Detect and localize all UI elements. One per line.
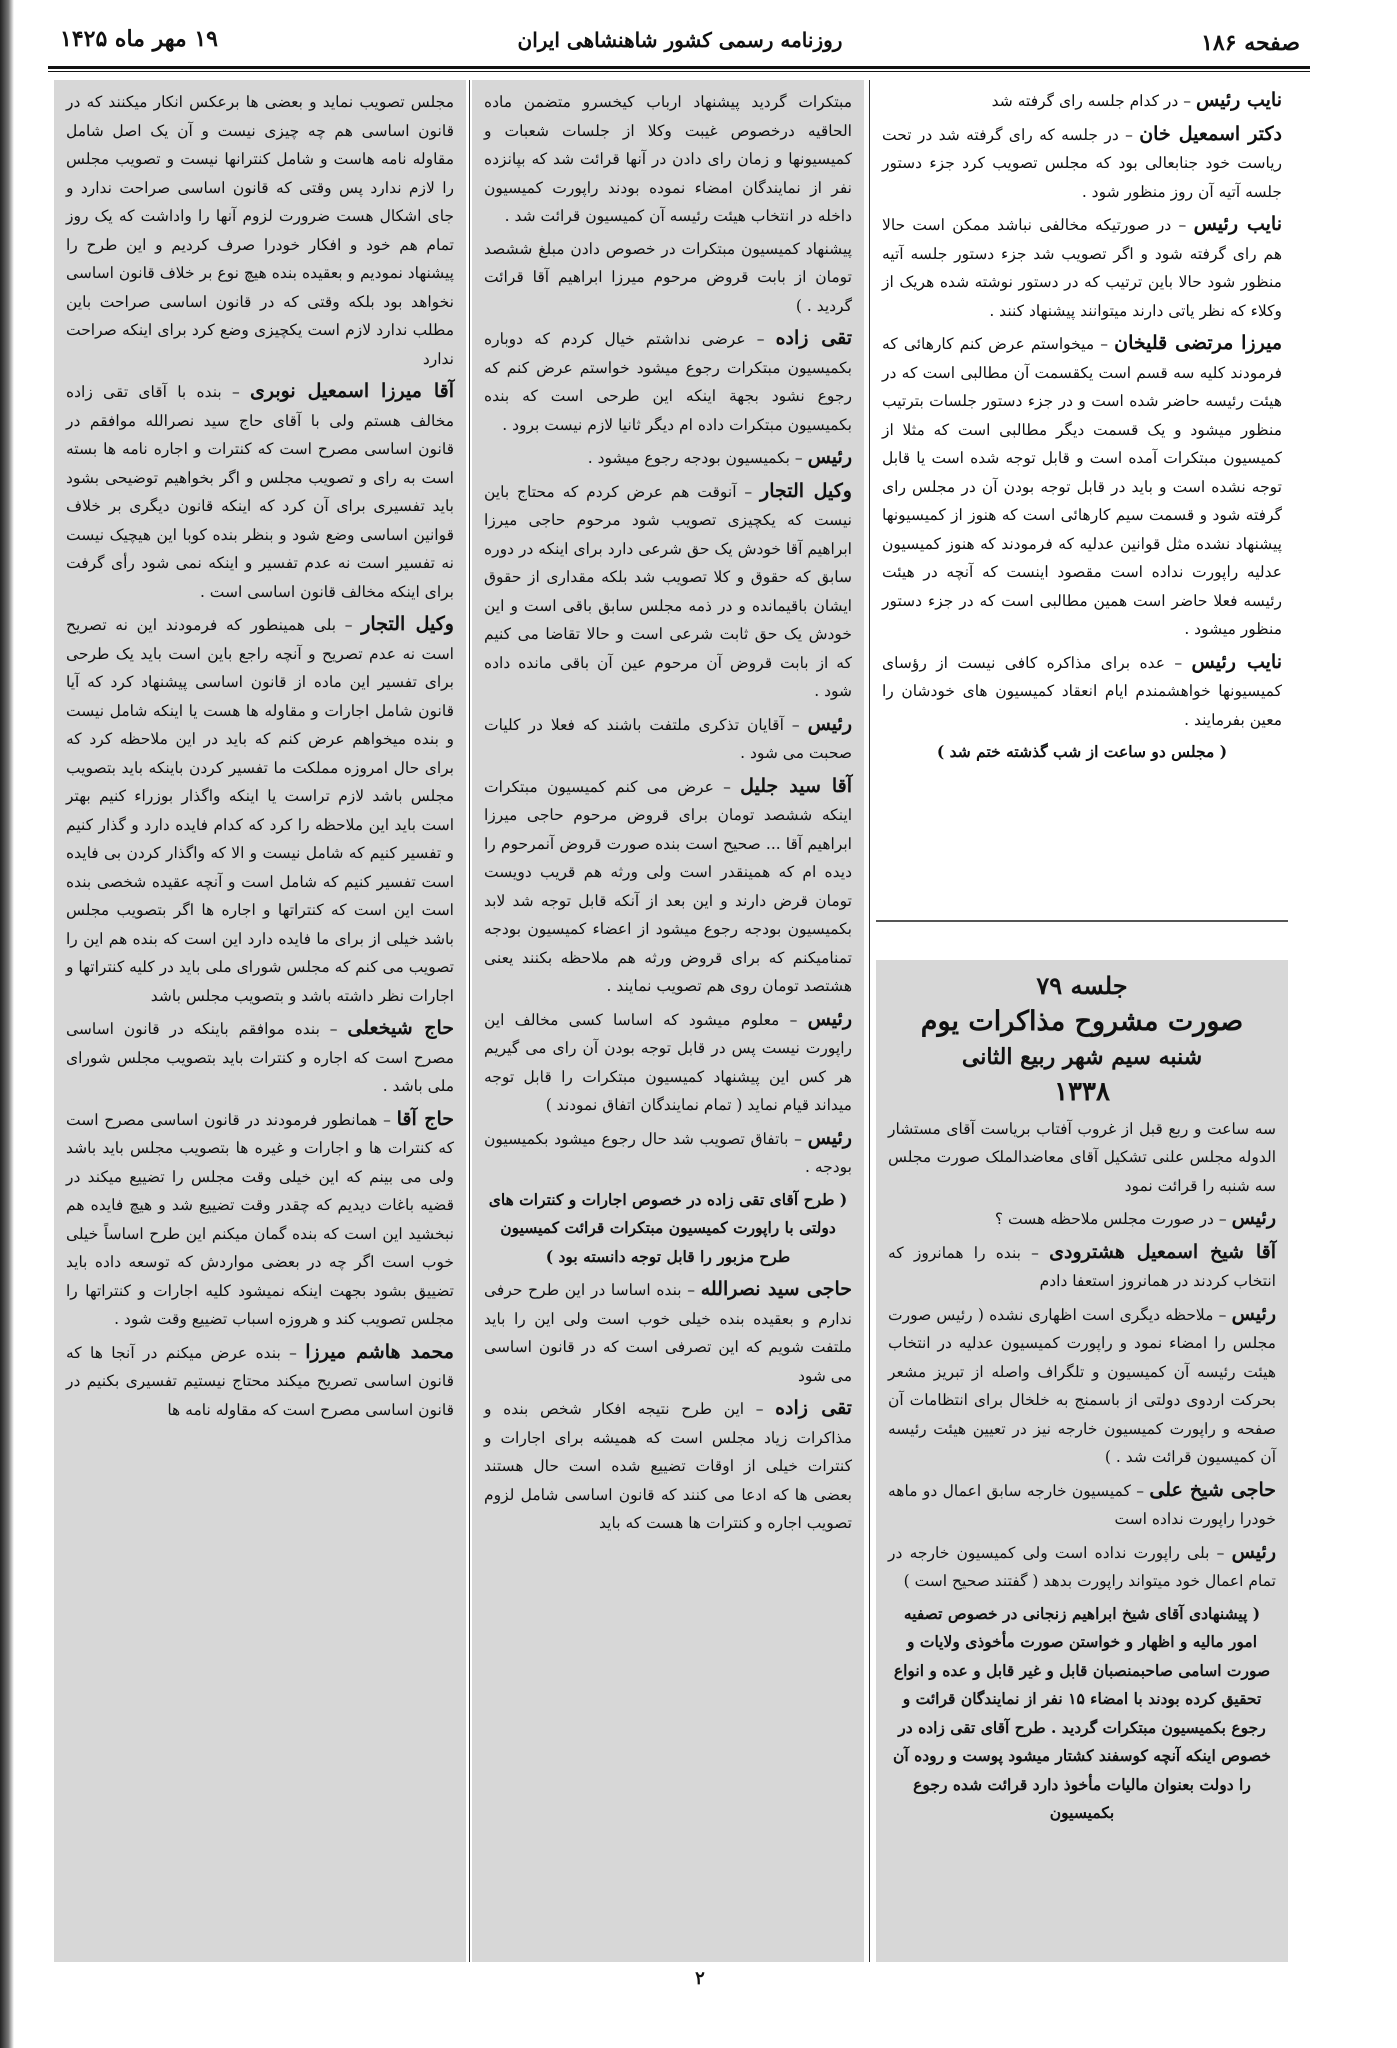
paragraph-text: – بنده را همانروز که انتخاب کردند در همانروز استعفا دادم <box>888 1243 1276 1290</box>
paragraph <box>888 1300 1276 1472</box>
paragraph-text: – معلوم میشود که اساسا کسی مخالف این راپورت نیست پس در قابل توجه بودن آن رای می گیریم هر کس این پیشنهاد کمیسیون مبتکرات را قابل توجه میداند قیام نماید ( تمام نمایندگان اتفاق نمودند ) <box>484 1010 852 1114</box>
header-page-label: صفحه ۱۸۶ <box>1201 30 1300 56</box>
right-column <box>876 80 1288 960</box>
paragraph <box>484 1124 852 1182</box>
speaker-name: محمد هاشم میرزا <box>305 1340 454 1363</box>
speaker-name: حاج آقا <box>396 1107 454 1130</box>
speaker-name: نایب رئیس <box>1193 213 1282 235</box>
column-divider <box>869 80 870 1962</box>
paragraph-text: – همانطور فرمودند در قانون اساسی مصرح است که کنترات ها و اجارات و غیره ها بتصویب مجلس باید باشد ولی می بینم که این خیلی وقت مجلس را تضییع میکند در قضیه باغات دیدیم که چقدر وقت تضییع شد و هیچ فایده هم نبخشید این است که بنده گمان میکنم این طرح اساساً خیلی خوب است اگر چه در بعضی مواردش که توسعه داده باید تضییق بشود بجهت اینکه نمیشود کلیه اجارات و کنتراتها را مجلس تصویب کند و هروزه اسباب تضییع وقت شود . <box>66 1110 454 1328</box>
paragraph-text: – ملاحظه دیگری است اظهاری نشده ( رئیس صورت مجلس را امضاء نمود و راپورت کمیسیون عدلیه در انتخاب هیئت رئیسه آن کمیسیون و تلگراف واصله از تبریز مشعر بحرکت اردوی دولتی از باسمنج به خلخال برای انتظامات آن صفحه و راپورت کمیسیون خارجه نیز در تعیین هیئت رئیسه آن کمیسیون قرائت شد . ) <box>888 1305 1276 1466</box>
paragraph <box>888 1204 1276 1234</box>
paragraph-text: ( طرح آقای تقی زاده در خصوص اجارات و کنترات های دولتی با راپورت کمیسیون مبتکرات قرائت کمیسیون طرح مزبور را قابل توجه دانسته بود ) <box>488 1189 848 1266</box>
left-column <box>54 80 466 1962</box>
paragraph-text: – بکمیسیون بودجه رجوع میشود . <box>587 449 803 467</box>
speaker-name: رئیس <box>1231 1302 1276 1325</box>
paragraph-text: – در کدام جلسه رای گرفته شد <box>991 92 1191 110</box>
paragraph <box>888 1600 1276 1828</box>
paragraph-text: – بنده اساسا در این طرح حرفی ندارم و بعقیده بنده خیلی خوب است ولی این را باید ملتفت شویم که این تصرفی است که در قانون اساسی می شود <box>484 1281 852 1385</box>
header-date: ۱۹ مهر ماه ۱۴۲۵ <box>60 26 218 52</box>
paragraph <box>888 1538 1276 1596</box>
paragraph <box>484 1005 852 1120</box>
paragraph <box>888 1115 1276 1201</box>
header-rule-thin <box>48 71 1310 72</box>
paragraph <box>484 324 852 439</box>
session-heading <box>888 972 1276 1109</box>
paragraph <box>882 210 1282 325</box>
page-number: ۲ <box>695 1968 705 1989</box>
session-date: شنبه سیم شهر ربیع الثانی <box>961 1043 1203 1070</box>
paragraph <box>888 1476 1276 1534</box>
column-divider <box>469 80 470 1962</box>
speaker-name: نایب رئیس <box>1195 89 1282 111</box>
paragraph <box>484 1394 852 1538</box>
speaker-name: آقا میرزا اسمعیل نوبری <box>249 380 454 402</box>
speaker-name: آقا سید جلیل <box>740 774 852 797</box>
paragraph <box>882 738 1282 767</box>
paragraph <box>66 88 454 373</box>
paragraph <box>484 235 852 321</box>
paragraph-text: – در صورتیکه مخالفی نباشد ممکن است حالا هم رای گرفته شود و اگر تصویب شد جزء دستور جلسه آتیه منظور شود حالا باین ترتیب که در دستور نوشته شده هریک از وکلاء که نظر یاتی دارند میتوانند پیشنهاد کنند . <box>882 216 1282 320</box>
speaker-name: رئیس <box>1231 1207 1276 1229</box>
speaker-name: وکیل التجار <box>760 479 852 502</box>
paragraph-text: – بلی همینطور که فرمودند این نه تصریح است نه عدم تصریح و آنچه راجع باین است باید یک طرحی برای تفسیر این ماده از قانون اساسی پیشنهاد کرد که آیا قانون شامل اجارات و مقاوله ها هست یا اینکه شامل نیست و بنده میخواهم عرض کنم که باید در این ملاحظه کرد که برای حال امروزه مملکت ما تفسیر کردن باینکه باید بتصویب مجلس باشد لازم تراست یا اینکه واگذار بوزراء کنیم بهتر است باید این ملاحظه را کرد که کدام فایده دارد و گذار کنیم و تفسیر کنیم که شامل نیست و الا که واگذار کردن بی فایده است تفسیر کنیم که شامل است و آنچه عقیده شخصی بنده است این است که کنتراتها و اجاره ها اگر بتصویب مجلس باشد خیلی از برای ما فایده دارد این است که بنده هم این را تصویب می کنم که مجلس شورای ملی باید در کلیه کنتراتها و اجارات نظر داشته باشد و بتصویب مجلس باشد <box>66 616 454 1005</box>
paragraph-text: مجلس تصویب نماید و بعضی ها برعکس انکار میکنند که در قانون اساسی هم چه چیزی نیست و آن یک اصل شامل مقاوله نامه هاست و شامل کنترانها نیست و تصویب مجلس را لازم ندارد پس وقتی که قانون اساسی صراحت ندارد و جای اشکال هست ضرورت لزوم آنها را واداشت که یک روز تمام هم خود و افکار خودرا صرف کردیم و این طرح را پیشنهاد نمودیم و بعقیده بنده هیچ نوع بر خلاف قانون اساسی نخواهد بود بلکه وقتی که در قانون اساسی صراحت باین مطلب ندارد لازم است یکچیزی وضع کرد برای اینکه صراحت ندارد <box>66 93 454 368</box>
paragraph-text: – باتفاق تصویب شد حال رجوع میشود بکمیسیون بودجه . <box>484 1129 852 1176</box>
speaker-name: نایب رئیس <box>1191 650 1282 673</box>
speaker-name: رئیس <box>807 712 852 735</box>
page-binding-edge <box>0 0 14 2048</box>
paragraph-text: – عده برای مذاکره کافی نیست از رؤسای کمیسیونها خواهشمندم ایام انعقاد کمیسیون های خودشان را معین بفرمایند . <box>882 653 1282 729</box>
speaker-name: تقی زاده <box>775 1397 852 1419</box>
paragraph <box>888 1238 1276 1296</box>
paragraph <box>484 772 852 1001</box>
speaker-name: رئیس <box>807 1007 852 1030</box>
section-divider <box>876 920 1288 922</box>
paragraph <box>484 1186 852 1272</box>
paragraph <box>882 648 1282 735</box>
right-lower-text <box>888 1115 1276 1828</box>
paragraph-text: – در صورت مجلس ملاحظه هست ؟ <box>994 1210 1227 1228</box>
paragraph-text: – بنده با آقای تقی زاده مخالف هستم ولی با آقای حاج سید نصرالله موافقم در قانون اساسی مصرح است که کنترات و اجاره نامه ها بسته است به رای و تصویب مجلس و اگر بخواهیم توضیحی بشود باید تفسیری برای آن کرد که اینکه قانون دیگری بر خلاف قوانین اساسی وضع شود و بنظر بنده کوبا این هیچیک نیست نه تفسیر است نه عدم تفسیر و اینکه نمی شود رأی گرفت برای اینکه مخالف قانون اساسی است . <box>66 383 454 601</box>
paragraph <box>484 88 852 231</box>
paragraph-text: – بلی راپورت نداده است ولی کمیسیون خارجه در تمام اعمال خود میتواند راپورت بدهد ( گفتند صحیح است ) <box>888 1543 1276 1590</box>
speaker-name: رئیس <box>807 446 852 468</box>
speaker-name: حاجی شیخ علی <box>1149 1478 1276 1501</box>
paragraph-text: – این طرح نتیجه افکار شخص بنده و مذاکرات زیاد مجلس است که همیشه برای اجارات و کنترات خیلی از اوقات تضییع شده است حال هستند بعضی ها که ادعا می کنند که قانون اساسی شامل لزوم تصویب اجاره و کنترات ها هست که باید <box>484 1400 852 1532</box>
speaker-name: حاج شیخعلی <box>347 1017 455 1039</box>
paragraph <box>66 377 454 606</box>
paragraph <box>66 610 454 1010</box>
paragraph <box>484 443 852 473</box>
paragraph-text: – آقایان تذکری ملتفت باشند که فعلا در کلیات صحبت می شود . <box>484 715 852 762</box>
paragraph-text: پیشنهاد کمیسیون مبتکرات در خصوص دادن مبلغ ششصد تومان از بابت قروض مرحوم میرزا ابراهیم آقا قرائت گردید . ) <box>484 239 852 315</box>
paragraph-text: – عرضی نداشتم خیال کردم که دوباره بکمیسیون مبتکرات رجوع میشود خواستم عرض کنم که رجوع نشود بجهة اینکه این طرحی است که بنده بکمیسیون مبتکرات داده ام دیگر ثانیا لازم نیست برود . <box>484 330 852 434</box>
paragraph-text: سه ساعت و ربع قبل از غروب آفتاب بریاست آقای مستشار الدوله مجلس علنی تشکیل آقای معاضدالملک صورت مجلس سه شنبه را قرائت نمود <box>888 1119 1276 1195</box>
paragraph <box>882 120 1282 207</box>
header-rule <box>48 66 1310 69</box>
paragraph-text: – آنوقت هم عرض کردم که محتاج باین نیست که یکچیزی تصویب شود مرحوم حاجی میرزا ابراهیم آقا خودش یک حق شرعی دارد برای اینکه در دوره سابق که حقوق و کلا تصویب شد بلکه مقداری از حقوق ایشان باقیمانده و در ذمه مجلس سابق باقی است و این خودش یک حق ثابت شرعی است و حالا تقاضا می کنیم که از بابت قروض آن مرحوم عین آن باقی مانده داده شود . <box>484 482 852 700</box>
session-title: صورت مشروح مذاکرات یوم <box>920 1005 1244 1037</box>
paragraph <box>882 329 1282 644</box>
speaker-name: رئیس <box>807 1126 852 1149</box>
paragraph-text: مبتکرات گردید پیشنهاد ارباب کیخسرو متضمن ماده الحاقیه درخصوص غیبت وکلا از جلسات شعبات و کمیسیونها و زمان رای دادن در آنها قرائت شد که بپانزده نفر از نمایندگان امضاء نموده بودند راپورت کمیسیون داخله در انتخاب هیئت رئیسه آن کمیسیون قرائت شد . <box>484 93 852 225</box>
speaker-name: میرزا مرتضی قلیخان <box>1114 332 1282 354</box>
session-year: ۱۳۳۸ <box>1054 1076 1110 1107</box>
speaker-name: وکیل التجار <box>361 613 454 635</box>
paragraph <box>484 710 852 768</box>
paragraph-text: – بنده موافقم باینکه در قانون اساسی مصرح است که اجاره و کنترات باید بتصویب مجلس شورای ملی باشد . <box>66 1020 454 1095</box>
paragraph-text: – در جلسه که رای گرفته شد در تحت ریاست خود جنابعالی بود که مجلس تصویب کرد جزء دستور جلسه آتیه آن روز منظور شود . <box>882 125 1282 201</box>
paragraph-text: – عرض می کنم کمیسیون مبتکرات اینکه ششصد تومان برای قروض مرحوم حاجی میرزا ابراهیم آقا ... صحیح است بنده صورت قروض آنمرحوم را دیده ام که همینقدر است ولی ورثه هم قریب دویست تومان قرض دارند و این بعد از آنکه قابل توجه شد لابد بکمیسیون بودجه رجوع میشود از اعضاء کمیسیون بودجه تمنامیکنم که برای قروض ورثه هم ملاحظه بکنند یعنی هشتصد تومان روی هم تصویب نمایند . <box>484 777 852 995</box>
paragraph <box>484 477 852 706</box>
paragraph-text: – کمیسیون خارجه سابق اعمال دو ماهه خودرا راپورت نداده است <box>888 1481 1276 1528</box>
page-header <box>60 18 1300 64</box>
paragraph <box>66 1338 454 1425</box>
session-number: جلسه ۷۹ <box>1036 971 1128 1000</box>
paragraph <box>882 86 1282 116</box>
speaker-name: تقی زاده <box>775 327 852 349</box>
speaker-name: حاجی سید نصرالله <box>700 1278 852 1300</box>
header-title: روزنامه رسمی کشور شاهنشاهی ایران <box>517 28 843 52</box>
paragraph-text: – بنده عرض میکنم در آنجا ها که قانون اساسی تصریح میکند محتاج نیستیم تفسیری بکنیم در قانون اساسی مصرح است که مقاوله نامه ها <box>66 1343 454 1419</box>
middle-column <box>472 80 864 1962</box>
paragraph-text: ( مجلس دو ساعت از شب گذشته ختم شد ) <box>936 742 1228 761</box>
paragraph-text: ( پیشنهادی آقای شیخ ابراهیم زنجانی در خصوص تصفیه امور مالیه و اظهار و خواستن صورت مأخوذی ولایات و صورت اسامی صاحبمنصبان قابل و غیر قابل و عده و انواع تحقیق کرده بودند با امضاء ۱۵ نفر از نمایندگان قرائت و رجوع بکمیسیون مبتکرات گردید . طرح آقای تقی زاده در خصوص اینکه آنچه کوسفند کشتار میشود پوست و روده آن را دولت بعنوان مالیات مأخوذ دارد قرائت شده رجوع بکمیسیون <box>893 1603 1271 1822</box>
speaker-name: آقا شیخ اسمعیل هشترودی <box>1049 1240 1277 1263</box>
paragraph <box>66 1014 454 1101</box>
paragraph <box>66 1105 454 1334</box>
speaker-name: رئیس <box>1231 1540 1276 1563</box>
right-lower-column <box>876 960 1288 1962</box>
paragraph-text: – میخواستم عرض کنم کارهائی که فرمودند کلیه سه قسم است یکقسمت آن مطالبی است که در هیئت رئیسه حاضر شده است و در جزء دستور جلسات بترتیب منظور میشود و یک قسمت دیگر مطالبی است که مثلا از کمیسیون مبتکرات آمده است و قابل توجه شده است یا قابل توجه نشده است و باید در قابل توجه بودن آن در مجلس رای گرفته شود و قسمت سیم کارهائی است که هنوز از کمیسیونها پیشنهاد نشده مثل قوانین عدلیه که فرمودند که هنوز کمیسیون عدلیه راپورت نداده است مقصود اینست که آنچه در هیئت رئیسه فعلا حاضر است همین مطالبی است که در جزء دستور منظور میشود . <box>882 335 1282 638</box>
speaker-name: دکتر اسمعیل خان <box>1139 122 1282 145</box>
paragraph <box>484 1275 852 1390</box>
